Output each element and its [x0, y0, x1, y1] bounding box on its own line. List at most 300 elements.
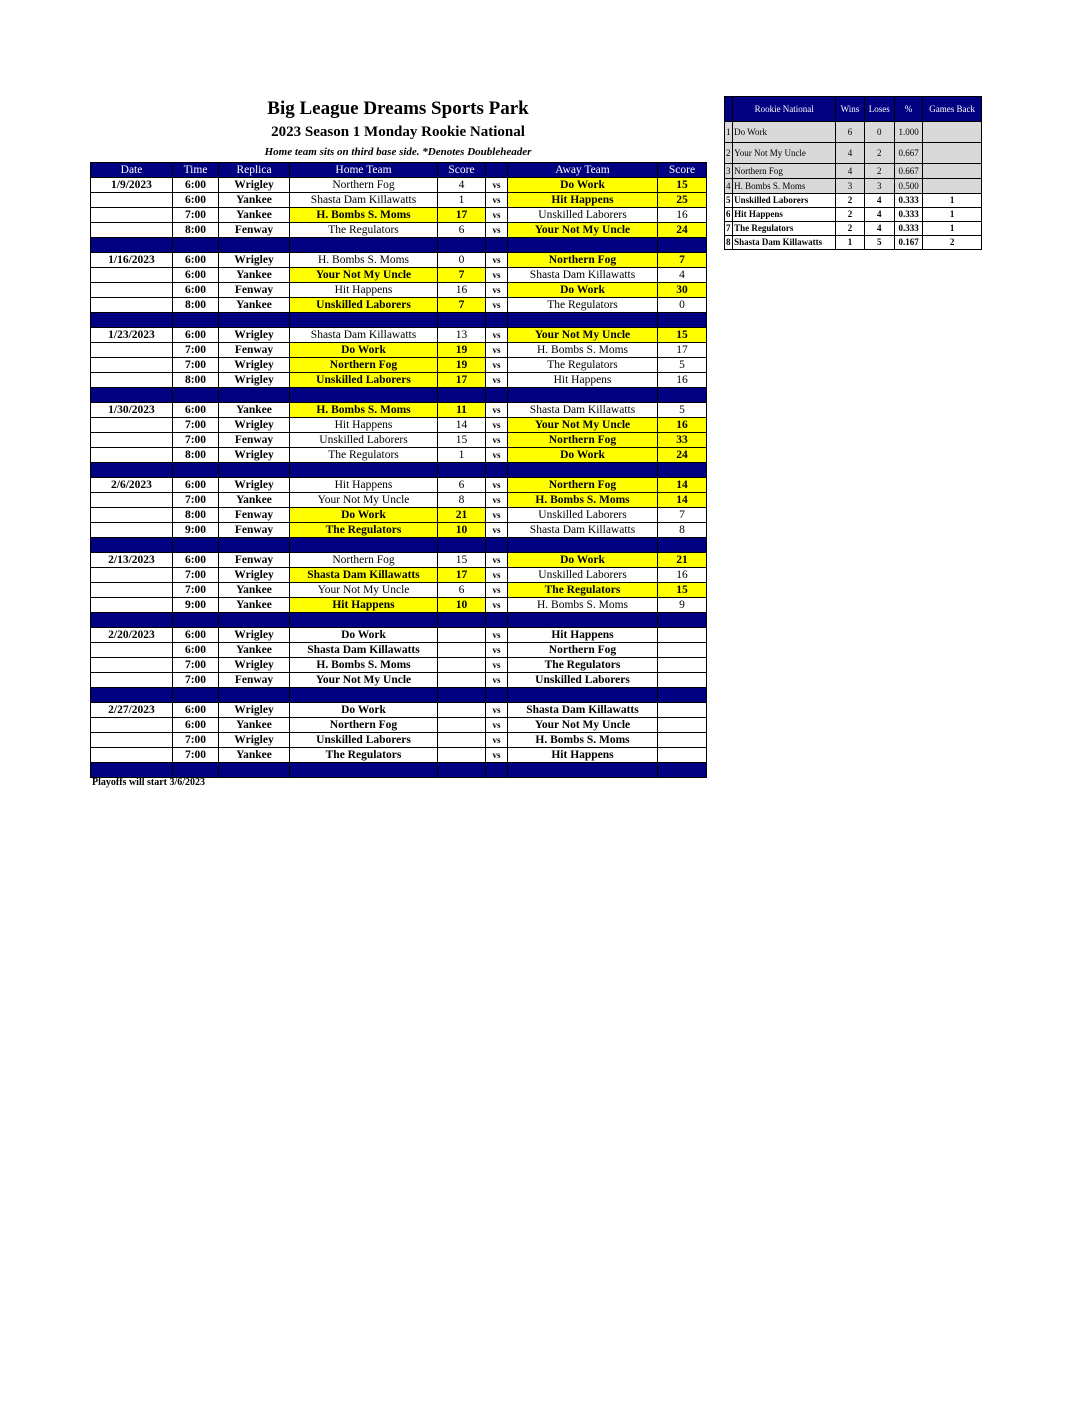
separator-cell — [658, 688, 707, 703]
game-row — [91, 673, 707, 688]
vs-label: vs — [486, 403, 508, 418]
standings-rank: 3 — [725, 164, 733, 179]
separator-cell — [173, 238, 219, 253]
home-score: 13 — [438, 328, 486, 343]
separator-cell — [219, 388, 290, 403]
separator-cell — [438, 763, 486, 778]
away-score: 30 — [658, 283, 707, 298]
standings-rank: 7 — [725, 222, 733, 236]
game-replica: Wrigley — [219, 733, 290, 748]
standings-loses: 2 — [864, 164, 894, 179]
home-team: Unskilled Laborers — [290, 433, 438, 448]
standings-loses: 0 — [864, 122, 894, 143]
away-score: 16 — [658, 208, 707, 223]
game-time: 7:00 — [173, 358, 219, 373]
standings-pct: 0.667 — [894, 164, 922, 179]
separator-cell — [219, 688, 290, 703]
game-date — [91, 343, 173, 358]
separator-cell — [173, 388, 219, 403]
col-header-home-team: Home Team — [290, 163, 438, 178]
home-team: Hit Happens — [290, 598, 438, 613]
game-time: 7:00 — [173, 343, 219, 358]
standings-games-back: 1 — [923, 194, 982, 208]
standings-row — [725, 208, 982, 222]
game-replica: Fenway — [219, 223, 290, 238]
game-time: 6:00 — [173, 193, 219, 208]
separator-cell — [658, 238, 707, 253]
game-time: 6:00 — [173, 703, 219, 718]
schedule-note: Home team sits on third base side. *Denotes Doubleheader — [264, 146, 532, 158]
away-team: Northern Fog — [508, 478, 658, 493]
separator-cell — [219, 238, 290, 253]
vs-label: vs — [486, 343, 508, 358]
vs-label: vs — [486, 478, 508, 493]
away-score: 4 — [658, 268, 707, 283]
game-row — [91, 508, 707, 523]
game-row — [91, 373, 707, 388]
game-row — [91, 448, 707, 463]
away-team: Shasta Dam Killawatts — [508, 703, 658, 718]
game-replica: Fenway — [219, 553, 290, 568]
home-score: 7 — [438, 298, 486, 313]
separator-cell — [219, 763, 290, 778]
week-separator-row — [91, 538, 707, 553]
standings-pct: 1.000 — [894, 122, 922, 143]
home-score: 6 — [438, 478, 486, 493]
game-row — [91, 628, 707, 643]
vs-label: vs — [486, 673, 508, 688]
standings-team: Hit Happens — [733, 208, 836, 222]
col-header-away-score: Score — [658, 163, 707, 178]
standings-wins: 3 — [836, 179, 864, 194]
standings-loses: 5 — [864, 236, 894, 250]
separator-cell — [290, 538, 438, 553]
separator-cell — [658, 538, 707, 553]
standings-games-back — [923, 122, 982, 143]
vs-label: vs — [486, 703, 508, 718]
game-row — [91, 658, 707, 673]
separator-cell — [91, 463, 173, 478]
standings-rank: 5 — [725, 194, 733, 208]
standings-wins: 2 — [836, 208, 864, 222]
separator-cell — [173, 688, 219, 703]
home-score: 19 — [438, 343, 486, 358]
separator-cell — [290, 763, 438, 778]
away-score: 15 — [658, 583, 707, 598]
game-replica: Yankee — [219, 718, 290, 733]
separator-cell — [91, 313, 173, 328]
home-team: Unskilled Laborers — [290, 733, 438, 748]
standings-pct: 0.500 — [894, 179, 922, 194]
vs-label: vs — [486, 193, 508, 208]
vs-label: vs — [486, 358, 508, 373]
separator-cell — [438, 538, 486, 553]
away-team: H. Bombs S. Moms — [508, 493, 658, 508]
away-team: The Regulators — [508, 298, 658, 313]
home-team: Do Work — [290, 628, 438, 643]
game-time: 8:00 — [173, 373, 219, 388]
playoffs-note: Playoffs will start 3/6/2023 — [92, 777, 206, 788]
away-score: 15 — [658, 328, 707, 343]
home-score — [438, 628, 486, 643]
vs-label: vs — [486, 748, 508, 763]
home-score: 17 — [438, 568, 486, 583]
game-time: 6:00 — [173, 478, 219, 493]
game-time: 6:00 — [173, 553, 219, 568]
game-row — [91, 328, 707, 343]
standings-pct: 0.333 — [894, 194, 922, 208]
game-date — [91, 298, 173, 313]
game-row — [91, 208, 707, 223]
game-row — [91, 358, 707, 373]
separator-cell — [173, 538, 219, 553]
standings-header-team: Rookie National — [733, 97, 836, 122]
home-score: 7 — [438, 268, 486, 283]
separator-cell — [173, 763, 219, 778]
away-team: The Regulators — [508, 358, 658, 373]
home-score: 21 — [438, 508, 486, 523]
standings-table — [724, 96, 982, 250]
away-team: Your Not My Uncle — [508, 328, 658, 343]
standings-header-pct: % — [894, 97, 922, 122]
home-score: 17 — [438, 208, 486, 223]
vs-label: vs — [486, 298, 508, 313]
away-team: Northern Fog — [508, 643, 658, 658]
game-date — [91, 358, 173, 373]
home-score: 10 — [438, 598, 486, 613]
game-row — [91, 283, 707, 298]
separator-cell — [438, 613, 486, 628]
game-date — [91, 283, 173, 298]
game-replica: Yankee — [219, 643, 290, 658]
home-score: 17 — [438, 373, 486, 388]
away-score: 25 — [658, 193, 707, 208]
standings-games-back: 1 — [923, 208, 982, 222]
game-replica: Wrigley — [219, 178, 290, 193]
game-row — [91, 598, 707, 613]
standings-row — [725, 164, 982, 179]
away-score: 7 — [658, 253, 707, 268]
away-team: The Regulators — [508, 583, 658, 598]
home-team: Shasta Dam Killawatts — [290, 328, 438, 343]
game-row — [91, 478, 707, 493]
home-score: 1 — [438, 193, 486, 208]
separator-cell — [290, 463, 438, 478]
week-separator-row — [91, 763, 707, 778]
home-team: Northern Fog — [290, 358, 438, 373]
game-date — [91, 733, 173, 748]
away-team: Do Work — [508, 553, 658, 568]
game-row — [91, 643, 707, 658]
home-score: 11 — [438, 403, 486, 418]
home-score: 8 — [438, 493, 486, 508]
game-time: 7:00 — [173, 583, 219, 598]
game-date: 1/23/2023 — [91, 328, 173, 343]
game-row — [91, 403, 707, 418]
home-team: Hit Happens — [290, 478, 438, 493]
home-score: 0 — [438, 253, 486, 268]
away-team: Do Work — [508, 178, 658, 193]
away-score: 14 — [658, 493, 707, 508]
away-score: 5 — [658, 403, 707, 418]
home-team: Hit Happens — [290, 283, 438, 298]
standings-row — [725, 122, 982, 143]
home-score: 6 — [438, 583, 486, 598]
separator-cell — [508, 388, 658, 403]
vs-label: vs — [486, 568, 508, 583]
vs-label: vs — [486, 328, 508, 343]
home-score: 10 — [438, 523, 486, 538]
game-time: 8:00 — [173, 508, 219, 523]
game-row — [91, 748, 707, 763]
separator-cell — [658, 388, 707, 403]
game-time: 7:00 — [173, 673, 219, 688]
vs-label: vs — [486, 433, 508, 448]
game-replica: Wrigley — [219, 568, 290, 583]
game-replica: Wrigley — [219, 658, 290, 673]
home-score: 6 — [438, 223, 486, 238]
game-date — [91, 718, 173, 733]
home-team: Northern Fog — [290, 178, 438, 193]
separator-cell — [508, 763, 658, 778]
game-row — [91, 223, 707, 238]
game-time: 8:00 — [173, 223, 219, 238]
home-team: Unskilled Laborers — [290, 373, 438, 388]
week-separator-row — [91, 388, 707, 403]
game-date: 2/20/2023 — [91, 628, 173, 643]
standings-games-back — [923, 143, 982, 164]
game-replica: Wrigley — [219, 628, 290, 643]
home-team: Do Work — [290, 343, 438, 358]
away-team: Northern Fog — [508, 253, 658, 268]
schedule-table — [90, 162, 707, 778]
game-replica: Yankee — [219, 298, 290, 313]
game-date — [91, 223, 173, 238]
standings-team: Northern Fog — [733, 164, 836, 179]
separator-cell — [173, 613, 219, 628]
standings-wins: 1 — [836, 236, 864, 250]
game-time: 6:00 — [173, 283, 219, 298]
home-team: H. Bombs S. Moms — [290, 208, 438, 223]
game-time: 6:00 — [173, 328, 219, 343]
separator-cell — [173, 313, 219, 328]
game-date — [91, 268, 173, 283]
separator-cell — [486, 313, 508, 328]
separator-cell — [508, 613, 658, 628]
away-team: Hit Happens — [508, 628, 658, 643]
game-time: 6:00 — [173, 403, 219, 418]
vs-label: vs — [486, 733, 508, 748]
vs-label: vs — [486, 553, 508, 568]
game-replica: Fenway — [219, 433, 290, 448]
vs-label: vs — [486, 448, 508, 463]
home-team: Your Not My Uncle — [290, 583, 438, 598]
game-row — [91, 493, 707, 508]
game-replica: Wrigley — [219, 373, 290, 388]
standings-games-back: 1 — [923, 222, 982, 236]
away-score: 17 — [658, 343, 707, 358]
away-team: H. Bombs S. Moms — [508, 598, 658, 613]
separator-cell — [508, 238, 658, 253]
game-time: 7:00 — [173, 208, 219, 223]
game-date — [91, 433, 173, 448]
game-replica: Wrigley — [219, 448, 290, 463]
standings-pct: 0.333 — [894, 222, 922, 236]
standings-team: Your Not My Uncle — [733, 143, 836, 164]
game-time: 9:00 — [173, 598, 219, 613]
game-replica: Fenway — [219, 508, 290, 523]
home-team: The Regulators — [290, 448, 438, 463]
game-date — [91, 598, 173, 613]
game-time: 9:00 — [173, 523, 219, 538]
game-date — [91, 673, 173, 688]
vs-label: vs — [486, 493, 508, 508]
home-score: 19 — [438, 358, 486, 373]
home-team: Unskilled Laborers — [290, 298, 438, 313]
away-team: Unskilled Laborers — [508, 208, 658, 223]
vs-label: vs — [486, 598, 508, 613]
vs-label: vs — [486, 178, 508, 193]
standings-team: The Regulators — [733, 222, 836, 236]
away-team: H. Bombs S. Moms — [508, 343, 658, 358]
standings-team: Shasta Dam Killawatts — [733, 236, 836, 250]
standings-loses: 4 — [864, 222, 894, 236]
away-score — [658, 658, 707, 673]
game-time: 8:00 — [173, 448, 219, 463]
home-team: H. Bombs S. Moms — [290, 658, 438, 673]
separator-cell — [91, 238, 173, 253]
away-score: 8 — [658, 523, 707, 538]
game-replica: Yankee — [219, 583, 290, 598]
away-team: Unskilled Laborers — [508, 673, 658, 688]
home-score: 16 — [438, 283, 486, 298]
game-date — [91, 208, 173, 223]
vs-label: vs — [486, 268, 508, 283]
separator-cell — [486, 688, 508, 703]
away-team: Hit Happens — [508, 373, 658, 388]
separator-cell — [290, 313, 438, 328]
standings-games-back — [923, 179, 982, 194]
away-score — [658, 718, 707, 733]
home-score: 1 — [438, 448, 486, 463]
game-row — [91, 568, 707, 583]
home-score: 15 — [438, 433, 486, 448]
home-team: The Regulators — [290, 523, 438, 538]
standings-wins: 2 — [836, 222, 864, 236]
away-team: Shasta Dam Killawatts — [508, 403, 658, 418]
away-score: 0 — [658, 298, 707, 313]
game-replica: Wrigley — [219, 478, 290, 493]
week-separator-row — [91, 688, 707, 703]
away-team: H. Bombs S. Moms — [508, 733, 658, 748]
away-team: Do Work — [508, 448, 658, 463]
away-team: Unskilled Laborers — [508, 508, 658, 523]
away-score: 9 — [658, 598, 707, 613]
page-title: Big League Dreams Sports Park — [267, 98, 529, 119]
standings-row — [725, 222, 982, 236]
standings-wins: 4 — [836, 143, 864, 164]
separator-cell — [508, 313, 658, 328]
game-date: 1/30/2023 — [91, 403, 173, 418]
separator-cell — [438, 463, 486, 478]
game-date — [91, 583, 173, 598]
week-separator-row — [91, 463, 707, 478]
game-replica: Wrigley — [219, 328, 290, 343]
game-date — [91, 523, 173, 538]
home-team: Do Work — [290, 508, 438, 523]
home-team: Shasta Dam Killawatts — [290, 643, 438, 658]
separator-cell — [91, 613, 173, 628]
game-time: 7:00 — [173, 658, 219, 673]
game-row — [91, 733, 707, 748]
home-score: 15 — [438, 553, 486, 568]
separator-cell — [658, 463, 707, 478]
separator-cell — [486, 538, 508, 553]
week-separator-row — [91, 613, 707, 628]
away-score: 24 — [658, 448, 707, 463]
away-team: The Regulators — [508, 658, 658, 673]
game-date — [91, 508, 173, 523]
home-team: Northern Fog — [290, 553, 438, 568]
away-team: Do Work — [508, 283, 658, 298]
game-replica: Yankee — [219, 193, 290, 208]
separator-cell — [438, 388, 486, 403]
standings-wins: 4 — [836, 164, 864, 179]
game-date — [91, 568, 173, 583]
separator-cell — [658, 763, 707, 778]
separator-cell — [438, 238, 486, 253]
away-score — [658, 703, 707, 718]
away-score — [658, 643, 707, 658]
standings-games-back: 2 — [923, 236, 982, 250]
home-team: Your Not My Uncle — [290, 673, 438, 688]
home-team: H. Bombs S. Moms — [290, 253, 438, 268]
separator-cell — [173, 463, 219, 478]
home-team: Shasta Dam Killawatts — [290, 568, 438, 583]
away-team: Northern Fog — [508, 433, 658, 448]
game-date: 2/27/2023 — [91, 703, 173, 718]
separator-cell — [486, 763, 508, 778]
game-time: 6:00 — [173, 643, 219, 658]
page-subtitle: 2023 Season 1 Monday Rookie National — [271, 124, 525, 140]
game-replica: Yankee — [219, 403, 290, 418]
vs-label: vs — [486, 523, 508, 538]
standings-header-rank — [725, 97, 733, 122]
home-score: 4 — [438, 178, 486, 193]
game-row — [91, 253, 707, 268]
standings-rank: 8 — [725, 236, 733, 250]
away-score: 14 — [658, 478, 707, 493]
away-score: 24 — [658, 223, 707, 238]
game-row — [91, 343, 707, 358]
separator-cell — [219, 463, 290, 478]
standings-row — [725, 194, 982, 208]
home-team: The Regulators — [290, 223, 438, 238]
game-date — [91, 418, 173, 433]
game-time: 6:00 — [173, 718, 219, 733]
game-date — [91, 448, 173, 463]
home-team: The Regulators — [290, 748, 438, 763]
game-time: 7:00 — [173, 433, 219, 448]
game-date: 1/9/2023 — [91, 178, 173, 193]
game-replica: Yankee — [219, 208, 290, 223]
away-score: 5 — [658, 358, 707, 373]
game-time: 7:00 — [173, 493, 219, 508]
separator-cell — [290, 613, 438, 628]
game-replica: Yankee — [219, 493, 290, 508]
standings-header-games-back: Games Back — [923, 97, 982, 122]
vs-label: vs — [486, 658, 508, 673]
